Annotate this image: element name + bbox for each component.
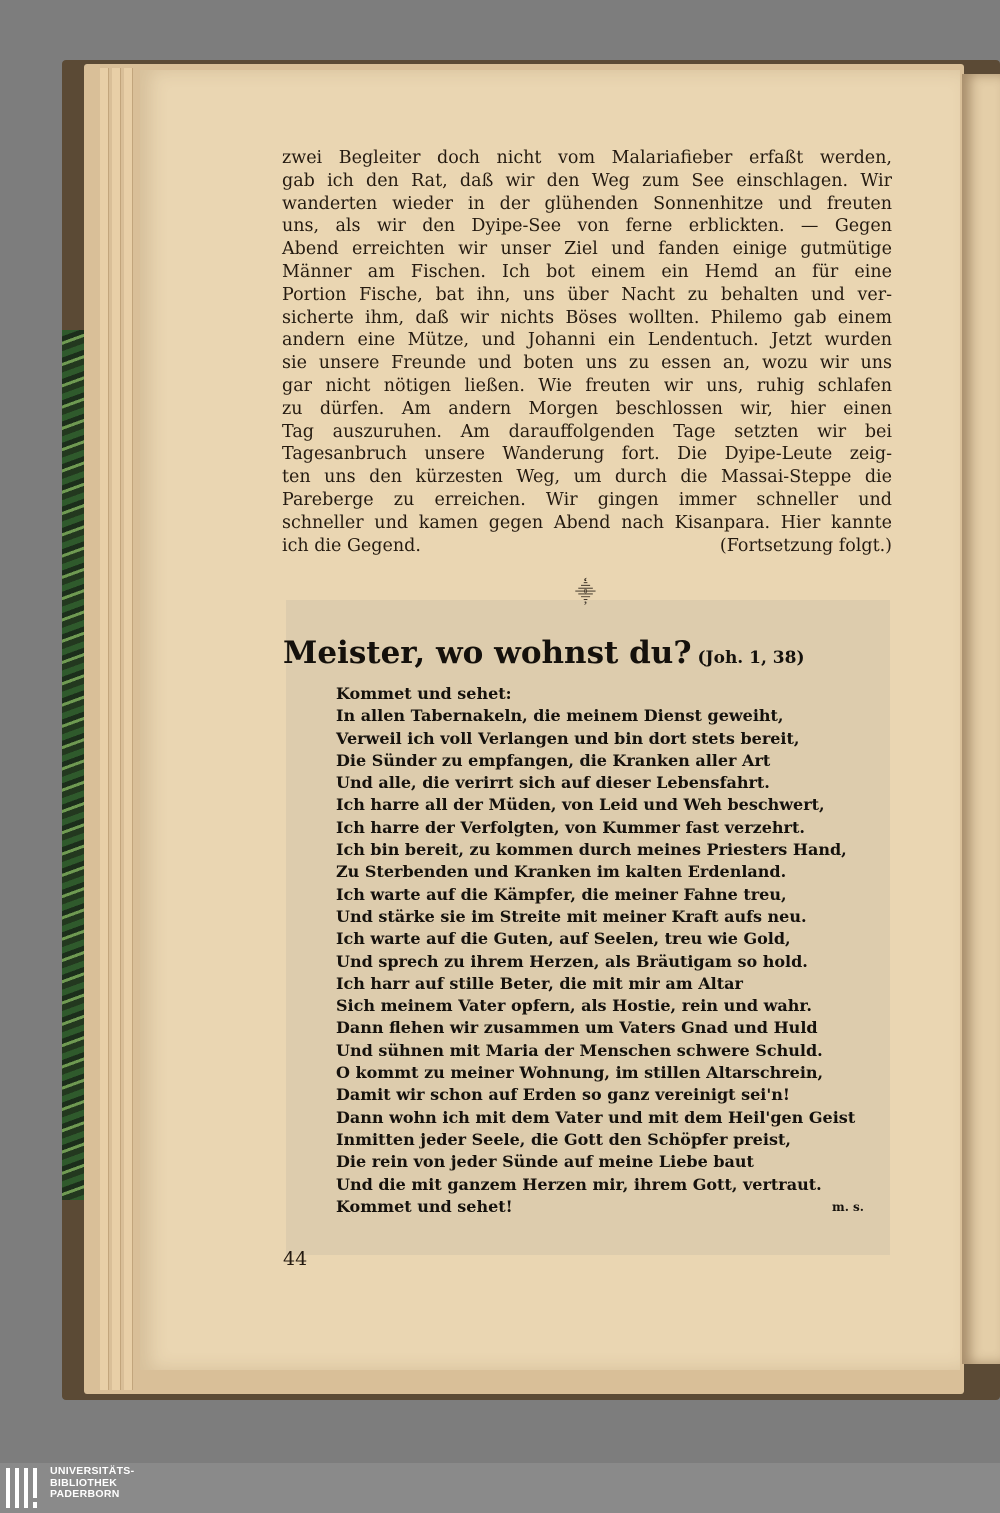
text-line: zu dürfen. Am andern Morgen beschlossen wir, hier einen	[282, 398, 892, 419]
poem-line: O kommt zu meiner Wohnung, im stillen Altarschrein,	[336, 1063, 824, 1083]
text-line: wanderten wieder in der glühenden Sonnenhitze und freuten	[282, 193, 892, 214]
text-last-line	[282, 535, 892, 558]
text-line: gar nicht nötigen ließen. Wie freuten wir uns, ruhig schlafen	[282, 375, 892, 396]
poem-line: Ich bin bereit, zu kommen durch meines Priesters Hand,	[336, 840, 847, 860]
page-edge	[124, 68, 133, 1390]
poem-line: Dann wohn ich mit dem Vater und mit dem Heil'gen Geist	[336, 1107, 856, 1127]
poem-line: Ich harr auf stille Beter, die mit mir am Altar	[336, 973, 743, 993]
poem-line: Inmitten jeder Seele, die Gott den Schöpfer preist,	[336, 1129, 791, 1149]
page-edge	[112, 68, 121, 1390]
library-logo-text	[50, 1466, 134, 1501]
poem-line: Die Sünder zu empfangen, die Kranken aller Art	[336, 750, 771, 770]
facing-page-edge	[962, 74, 1000, 1364]
library-logo-icon	[6, 1468, 46, 1508]
poem-closing: Kommet und sehet!	[336, 1196, 513, 1216]
poem-line: Und sühnen mit Maria der Menschen schwere Schuld.	[336, 1040, 823, 1060]
poem-line: Und alle, die verirrt sich auf dieser Lebensfahrt.	[336, 773, 770, 793]
text-line: Männer am Fischen. Ich bot einem ein Hemd an für eine	[282, 261, 892, 282]
library-name-line: BIBLIOTHEK	[50, 1476, 118, 1489]
poem-line: Zu Sterbenden und Kranken im kalten Erdenland.	[336, 862, 787, 882]
poem-heading	[283, 633, 805, 678]
text-line: Portion Fische, bat ihn, uns über Nacht zu behalten und ver-	[282, 284, 892, 305]
text-line: Abend erreichten wir unser Ziel und fanden einige gutmütige	[282, 239, 892, 260]
poem-line: Ich harre all der Müden, von Leid und Weh beschwert,	[336, 795, 825, 815]
page-edge	[100, 68, 109, 1390]
library-footer-bar	[0, 1463, 1000, 1513]
text-line: Tagesanbruch unsere Wanderung fort. Die Dyipe-Leute zeig-	[282, 444, 892, 465]
poem-line: Und stärke sie im Streite mit meiner Kraft aufs neu.	[336, 906, 807, 926]
library-name-line: PADERBORN	[50, 1488, 120, 1500]
text-line: ten uns den kürzesten Weg, um durch die Massai-Steppe die	[282, 467, 892, 488]
poem-line: Dann flehen wir zusammen um Vaters Gnad und Huld	[336, 1018, 818, 1038]
continuation-note: (Fortsetzung folgt.)	[719, 535, 892, 556]
poem-line: Sich meinem Vater opfern, als Hostie, rein und wahr.	[336, 996, 812, 1016]
poem-line: Kommet und sehet:	[336, 684, 512, 703]
page-number: 44	[283, 1248, 308, 1270]
text-line: gab ich den Rat, daß wir den Weg zum See einschlagen. Wir	[282, 170, 892, 191]
poem-line: Ich harre der Verfolgten, von Kummer fast verzehrt.	[336, 817, 805, 837]
poem-text	[336, 683, 884, 1218]
story-text	[282, 147, 892, 557]
section-divider-ornament: ⸎	[575, 580, 596, 604]
library-name-line: UNIVERSITÄTS-	[50, 1465, 135, 1477]
text-line: ich die Gegend.	[282, 535, 421, 556]
text-line: Tag auszuruhen. Am darauffolgenden Tage setzten wir bei	[282, 421, 892, 442]
poem-line: Damit wir schon auf Erden so ganz vereinigt sei'n!	[336, 1085, 790, 1105]
poem-line: Verweil ich voll Verlangen und bin dort stets bereit,	[336, 728, 800, 748]
poem-line: Die rein von jeder Sünde auf meine Liebe baut	[336, 1152, 754, 1172]
poem-line: Und die mit ganzem Herzen mir, ihrem Gott, vertraut.	[336, 1174, 822, 1194]
text-line: sie unsere Freunde und boten uns zu essen an, wozu wir uns	[282, 353, 892, 374]
poem-title: Meister, wo wohnst du?	[283, 635, 692, 671]
poem-signature: m. s.	[832, 1199, 864, 1214]
poem-line: Ich warte auf die Guten, auf Seelen, treu wie Gold,	[336, 929, 791, 949]
text-line: Pareberge zu erreichen. Wir gingen immer schneller und	[282, 489, 892, 510]
text-line: zwei Begleiter doch nicht vom Malariafieber erfaßt werden,	[282, 148, 892, 168]
text-line: andern eine Mütze, und Johanni ein Lendentuch. Jetzt wurden	[282, 330, 892, 351]
poem-final-line	[336, 1196, 884, 1218]
bible-reference: (Joh. 1, 38)	[697, 648, 805, 668]
text-line: schneller und kamen gegen Abend nach Kisanpara. Hier kannte	[282, 512, 892, 533]
poem-line: Und sprech zu ihrem Herzen, als Bräutigam so hold.	[336, 951, 808, 971]
text-line: sicherte ihm, daß wir nichts Böses wollten. Philemo gab einem	[282, 307, 892, 328]
text-line: uns, als wir den Dyipe-See von ferne erblickten. — Gegen	[282, 216, 892, 237]
poem-line: Ich warte auf die Kämpfer, die meiner Fahne treu,	[336, 884, 787, 904]
poem-line: In allen Tabernakeln, die meinem Dienst geweiht,	[336, 706, 784, 726]
